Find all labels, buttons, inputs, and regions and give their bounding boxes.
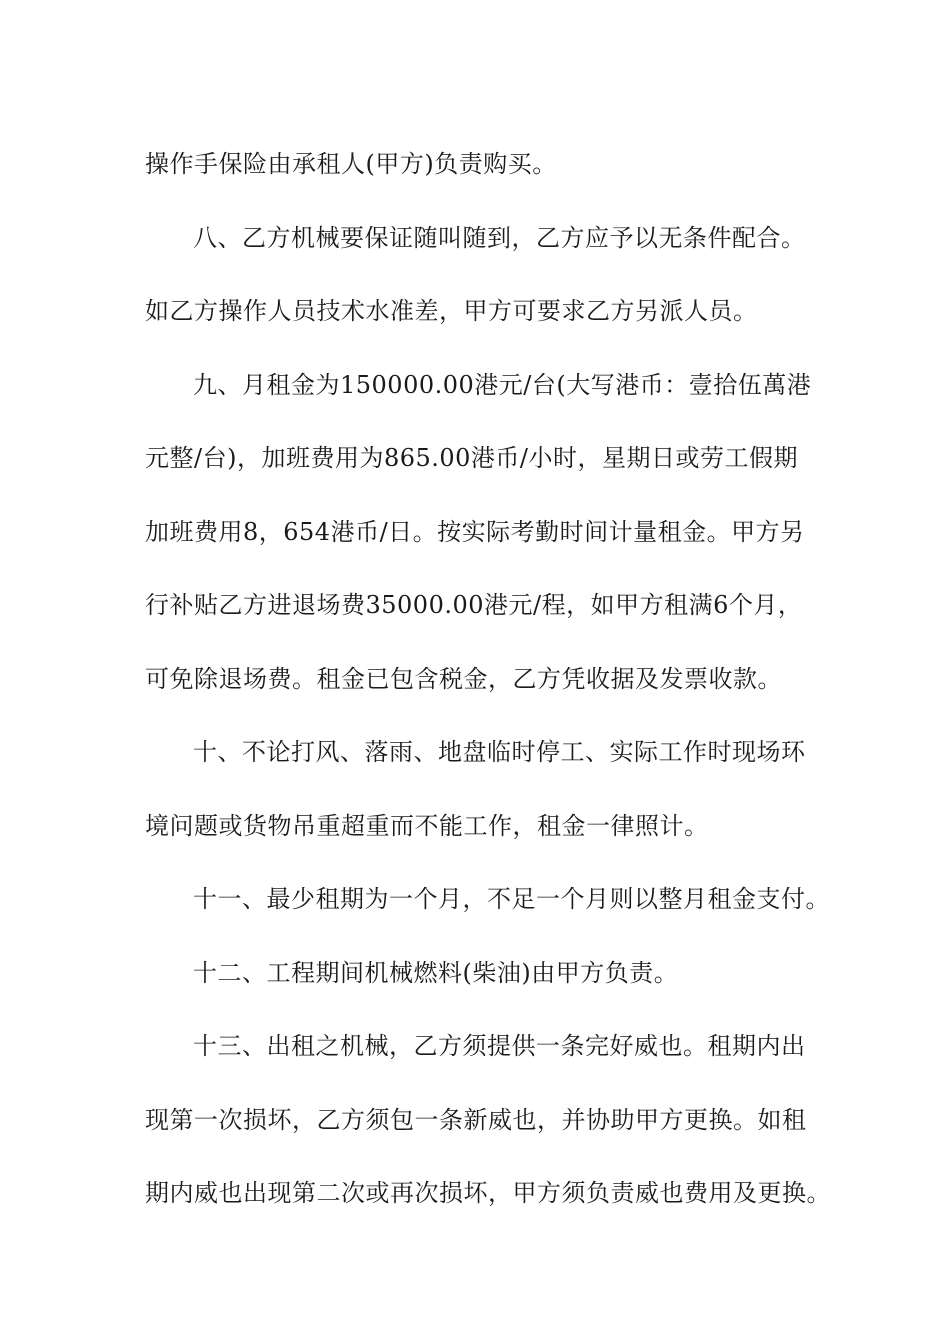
paragraph-line-12: 十二、工程期间机械燃料(柴油)由甲方负责。 xyxy=(193,958,679,987)
paragraph-line-15: 期内威也出现第二次或再次损坏，甲方须负责威也费用及更换。 xyxy=(145,1179,831,1207)
paragraph-line-6: 加班费用8，654港币/日。按实际考勤时间计量租金。甲方另 xyxy=(145,517,805,546)
paragraph-line-13: 十三、出租之机械，乙方须提供一条完好威也。租期内出 xyxy=(193,1032,806,1060)
paragraph-line-2: 八、乙方机械要保证随叫随到，乙方应予以无条件配合。 xyxy=(193,223,806,252)
document-body xyxy=(145,128,831,1231)
paragraph-line-5: 元整/台)，加班费用为865.00港币/小时，星期日或劳工假期 xyxy=(145,444,799,472)
paragraph-line-9: 十、不论打风、落雨、地盘临时停工、实际工作时现场环 xyxy=(193,738,806,766)
paragraph-line-7: 行补贴乙方进退场费35000.00港元/程，如甲方租满6个月， xyxy=(145,591,803,619)
paragraph-line-3: 如乙方操作人员技术水准差，甲方可要求乙方另派人员。 xyxy=(145,297,758,325)
paragraph-line-4: 九、月租金为150000.00港元/台(大写港币：壹拾伍萬港 xyxy=(193,370,812,399)
paragraph-line-8: 可免除退场费。租金已包含税金，乙方凭收据及发票收款。 xyxy=(145,664,782,693)
paragraph-line-1: 操作手保险由承租人(甲方)负责购买。 xyxy=(145,150,557,178)
paragraph-line-14: 现第一次损坏，乙方须包一条新威也，并协助甲方更换。如租 xyxy=(145,1105,807,1134)
paragraph-line-10: 境问题或货物吊重超重而不能工作，租金一律照计。 xyxy=(145,811,709,840)
paragraph-line-11: 十一、最少租期为一个月，不足一个月则以整月租金支付。 xyxy=(193,885,830,913)
